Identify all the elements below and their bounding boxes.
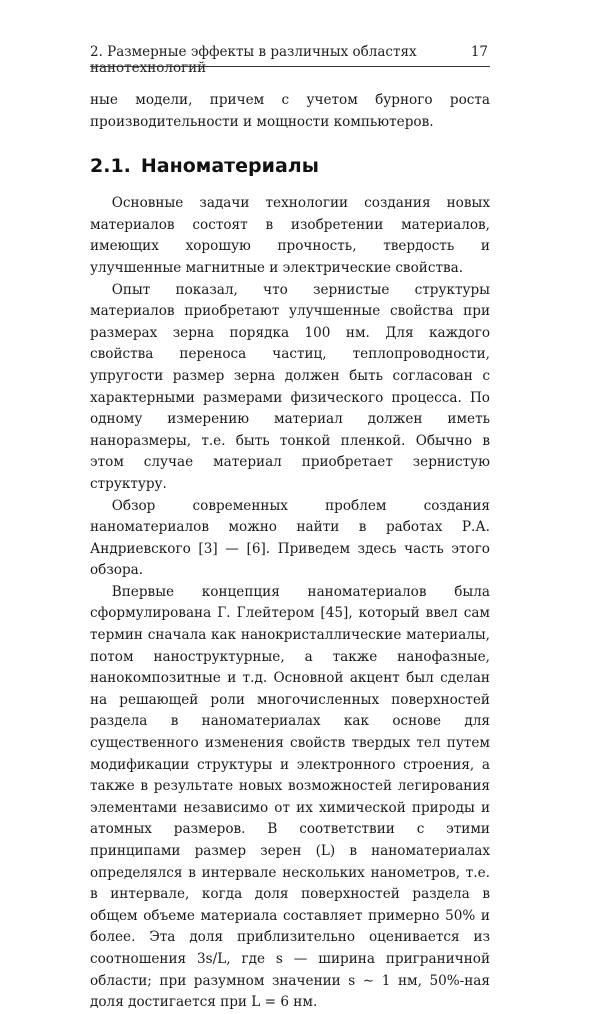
paragraph-tasks: Основные задачи технологии создания новых материалов состоят в изобретении материалов, имеющих хорошую прочность, твердость и улучшенные магнитные и электрические свойства. — [90, 195, 490, 276]
paragraph-review: Обзор современных проблем создания наноматериалов можно найти в работах Р.А. Андриевского [3] — [6]. Приведем здесь часть этого обзора. — [90, 497, 490, 579]
page-body — [90, 90, 490, 1014]
paragraph-gleiter-concept: Впервые концепция наноматериалов была сформулирована Г. Глейтером [45], который ввел сам термин сначала как нанокристаллические материалы, потом наноструктурные, а также нанофазные, нанокомпозитные и т.д. Основной акцент был сделан на решающей роли многочисленных поверхностей раздела в наноматериалах как основе для существенного изменения свойств твердых тел путем модификации структуры и электронного строения, а также в результате новых возможностей легирования элементами независимо от их химической природы и атомных размеров. В соответствии с этими принципами размер зерен (L) в наноматериалах определялся в интервале нескольких нанометров, т.е. в интервале, когда доля поверхностей раздела в общем объеме материала составляет примерно 50% и более. Эта доля приблизительно оценивается из соотношения 3s/L, где s — ширина приграничной области; при разумном значении s ∼ 1 нм, 50%-ная доля достигается при L = 6 нм. — [90, 583, 490, 1011]
section-number: 2.1. — [90, 155, 131, 178]
paragraph-grain-structure: Опыт показал, что зернистые структуры материалов приобретают улучшенные свойства при размерах зерна порядка 100 нм. Для каждого свойства переноса частиц, теплопроводности, упругости размер зерна должен быть согласован с характерными размерами физического процесса. По одному измерению материал должен иметь наноразмеры, т.е. быть тонкой пленкой. Обычно в этом случае материал приобретает зернистую структуру. — [90, 281, 490, 492]
continued-paragraph: ные модели, причем с учетом бурного роста производительности и мощности компьютеров. — [90, 92, 490, 130]
running-header — [90, 44, 488, 76]
section-heading — [90, 155, 490, 177]
running-header-title: 2. Размерные эффекты в различных областях нанотехнологий — [90, 44, 417, 76]
header-rule — [90, 66, 490, 67]
page-number: 17 — [470, 44, 488, 60]
section-title: Наноматериалы — [140, 155, 319, 178]
